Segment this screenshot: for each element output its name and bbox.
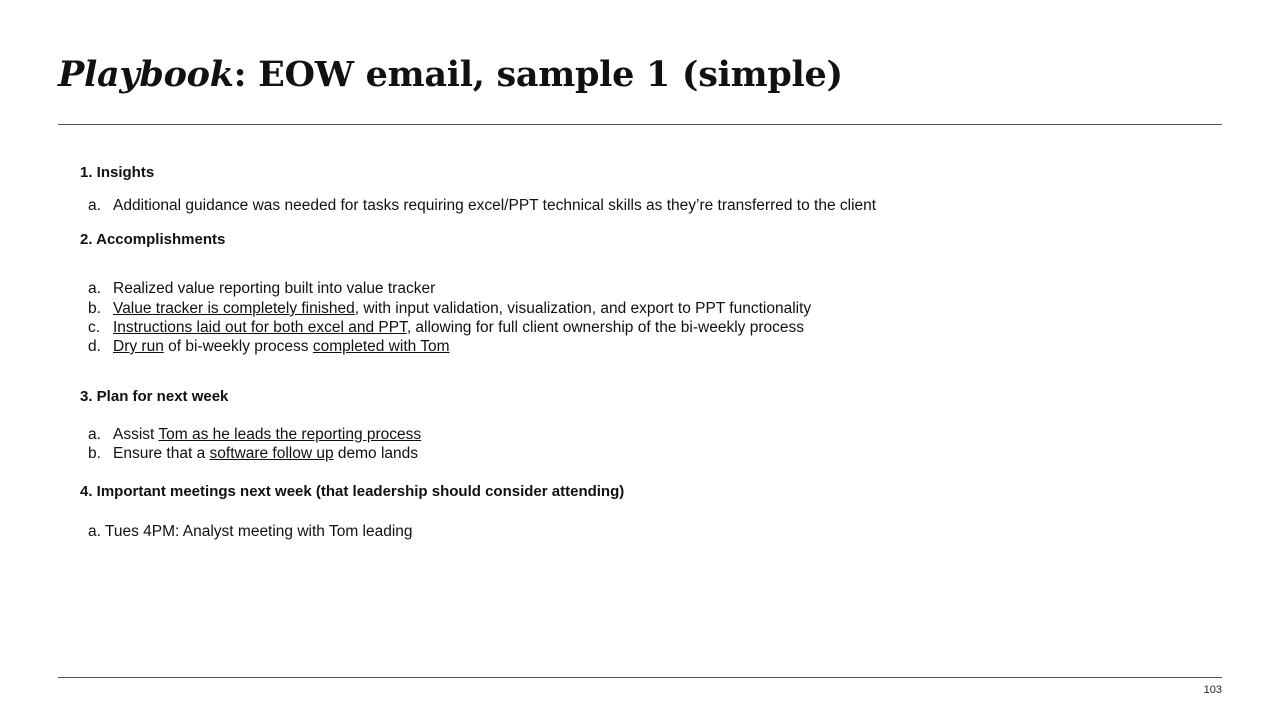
item-text: Additional guidance was needed for tasks requiring excel/PPT technical skills as they’re transferred to the client [113,197,877,214]
item-text: Assist [113,426,159,443]
list-item [88,299,811,318]
list-marker: b. [88,300,101,317]
list-item [88,196,876,215]
item-text: demo lands [333,445,419,462]
list-marker: a. [88,197,101,214]
title-rest: : EOW email, sample 1 (simple) [233,54,843,95]
item-link[interactable]: Instructions laid out for both excel and PPT [113,319,407,336]
item-text: , with input validation, visualization, and export to PPT functionality [354,300,812,317]
list-item [88,318,804,337]
list-item [88,337,450,356]
page-title [58,54,843,95]
list-item [88,522,413,541]
item-text: , allowing for full client ownership of the bi-weekly process [406,319,804,336]
list-item [88,444,418,463]
list-item [88,279,435,298]
list-marker: d. [88,338,101,355]
item-link[interactable]: Tom as he leads the reporting process [158,426,422,443]
item-text: of bi-weekly process [163,338,313,355]
item-link[interactable]: Value tracker is completely finished [113,300,355,317]
item-link[interactable]: completed with Tom [312,338,450,355]
item-text: Ensure that a [113,445,210,462]
top-divider [58,124,1222,125]
list-marker: b. [88,445,101,462]
item-link[interactable]: Dry run [113,338,164,355]
section-heading-plan: 3. Plan for next week [80,388,229,405]
section-heading-insights: 1. Insights [80,164,155,181]
item-link[interactable]: software follow up [209,445,334,462]
list-item [88,425,421,444]
item-text: a. Tues 4PM: Analyst meeting with Tom leading [88,523,413,540]
list-marker: a. [88,280,101,297]
section-heading-meetings: 4. Important meetings next week (that leadership should consider attending) [80,483,625,500]
bottom-divider [58,677,1222,678]
list-marker: a. [88,426,101,443]
item-text: Realized value reporting built into value tracker [113,280,436,297]
title-italic: Playbook [58,54,234,95]
page-number: 103 [1203,684,1222,696]
list-marker: c. [88,319,101,336]
section-heading-accomplishments: 2. Accomplishments [80,231,226,248]
